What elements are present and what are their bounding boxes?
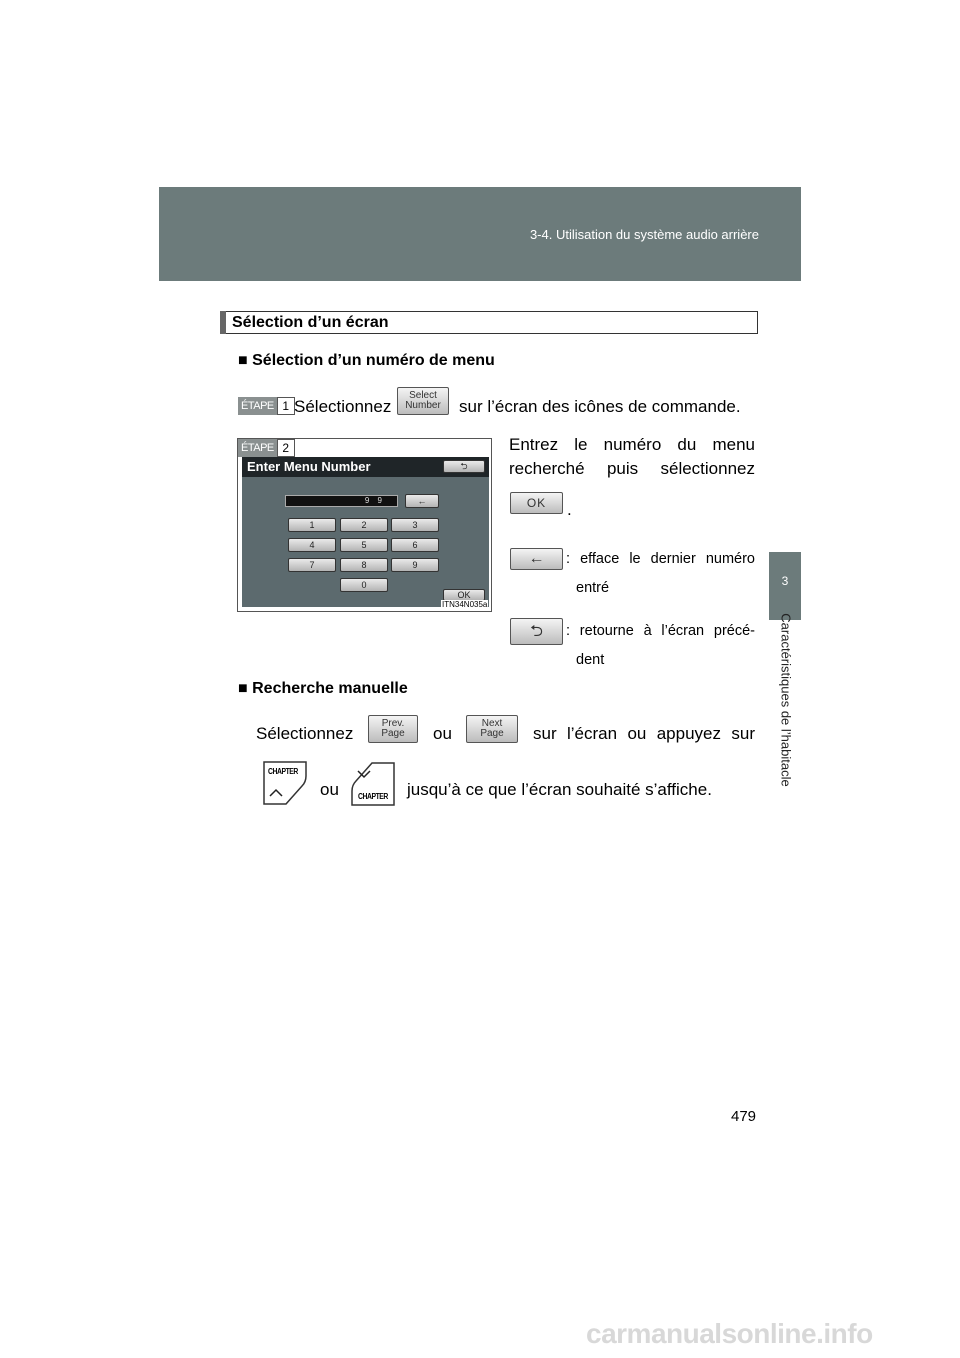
select-number-line1: Select xyxy=(409,390,437,401)
subheading-text: Recherche manuelle xyxy=(252,680,408,697)
screen-key-7[interactable]: 7 xyxy=(288,558,336,572)
screen-key-3[interactable]: 3 xyxy=(391,518,439,532)
prev-page-button[interactable] xyxy=(368,715,418,743)
ok-button[interactable]: OK xyxy=(510,492,563,514)
backspace-description-line-1: : efface le dernier numéro xyxy=(566,551,755,567)
subheading-manual-search xyxy=(238,680,408,698)
screen-key-5[interactable]: 5 xyxy=(340,538,388,552)
screen-key-1[interactable]: 1 xyxy=(288,518,336,532)
return-arrow-icon: ⮌ xyxy=(460,460,468,471)
chapter-side-title: Caractéristiques de l’habitacle xyxy=(778,613,794,787)
figure-caption: ITN34N035a xyxy=(442,600,488,609)
section-title-bar xyxy=(220,311,226,334)
step-1-badge xyxy=(238,397,295,415)
manual-text-after: sur l’écran ou appuyez sur xyxy=(533,724,755,743)
bullet-square: ■ xyxy=(238,680,248,697)
next-page-button[interactable] xyxy=(466,715,518,743)
backspace-description-line-2: entré xyxy=(576,580,610,596)
screen-key-9[interactable]: 9 xyxy=(391,558,439,572)
subheading-menu-number xyxy=(238,352,495,370)
screen-key-6[interactable]: 6 xyxy=(391,538,439,552)
step-2-line-2: recherché puis sélectionnez xyxy=(509,459,755,478)
section-title: Sélection d’un écran xyxy=(232,314,389,331)
next-page-line2: Page xyxy=(480,728,504,739)
screen-key-4[interactable]: 4 xyxy=(288,538,336,552)
backspace-button[interactable] xyxy=(510,548,563,570)
return-button[interactable] xyxy=(510,618,563,645)
screen-return-button[interactable] xyxy=(443,460,485,473)
subheading-text: Sélection d’un numéro de menu xyxy=(252,352,495,369)
page-number: 479 xyxy=(731,1108,757,1125)
breadcrumb: 3-4. Utilisation du système audio arrière xyxy=(529,227,759,242)
step-1-text-before: Sélectionnez xyxy=(294,397,392,416)
step-2-line-1: Entrez le numéro du menu xyxy=(509,435,755,454)
manual-text-or-2: ou xyxy=(320,780,339,799)
screen-number-display: 9 9 xyxy=(285,495,398,507)
screen-key-8[interactable]: 8 xyxy=(340,558,388,572)
manual-text-or: ou xyxy=(433,724,452,743)
return-arrow-icon: ⮌ xyxy=(530,622,543,640)
screen-key-0[interactable]: 0 xyxy=(340,578,388,592)
manual-text-end: jusqu’à ce que l’écran souhaité s’affiche. xyxy=(407,780,712,799)
step-label: ÉTAPE xyxy=(238,439,277,457)
screen-ok-button[interactable]: OK xyxy=(443,589,485,601)
screen-backspace-button[interactable] xyxy=(405,494,439,508)
chapter-down-button[interactable] xyxy=(350,761,396,807)
manual-text-select: Sélectionnez xyxy=(256,724,354,743)
prev-page-line2: Page xyxy=(381,728,405,739)
return-description-line-1: : retourne à l’écran précé- xyxy=(566,623,755,639)
chapter-tab-number: 3 xyxy=(781,574,789,588)
step-2-period: . xyxy=(567,500,572,519)
chapter-header xyxy=(159,187,801,281)
screen-key-2[interactable]: 2 xyxy=(340,518,388,532)
bullet-square: ■ xyxy=(238,352,248,369)
prev-page-line1: Prev. xyxy=(381,718,405,729)
select-number-button[interactable] xyxy=(397,387,449,415)
step-number: 1 xyxy=(277,397,295,415)
chapter-down-label: CHAPTER xyxy=(358,792,388,801)
chapter-up-button[interactable] xyxy=(262,760,308,806)
step-label: ÉTAPE xyxy=(238,397,277,415)
step-1-text-after: sur l’écran des icônes de commande. xyxy=(459,397,741,416)
select-number-line2: Number xyxy=(405,400,441,411)
backspace-arrow-icon: ← xyxy=(417,496,427,506)
screen-title: Enter Menu Number xyxy=(247,459,371,474)
chapter-up-label: CHAPTER xyxy=(268,767,298,776)
return-description-line-2: dent xyxy=(576,652,605,668)
next-page-line1: Next xyxy=(481,718,503,729)
watermark: carmanualsonline.info xyxy=(586,1318,873,1349)
step-2-badge xyxy=(238,439,295,457)
backspace-arrow-icon: ← xyxy=(528,550,545,567)
step-number: 2 xyxy=(277,439,295,457)
